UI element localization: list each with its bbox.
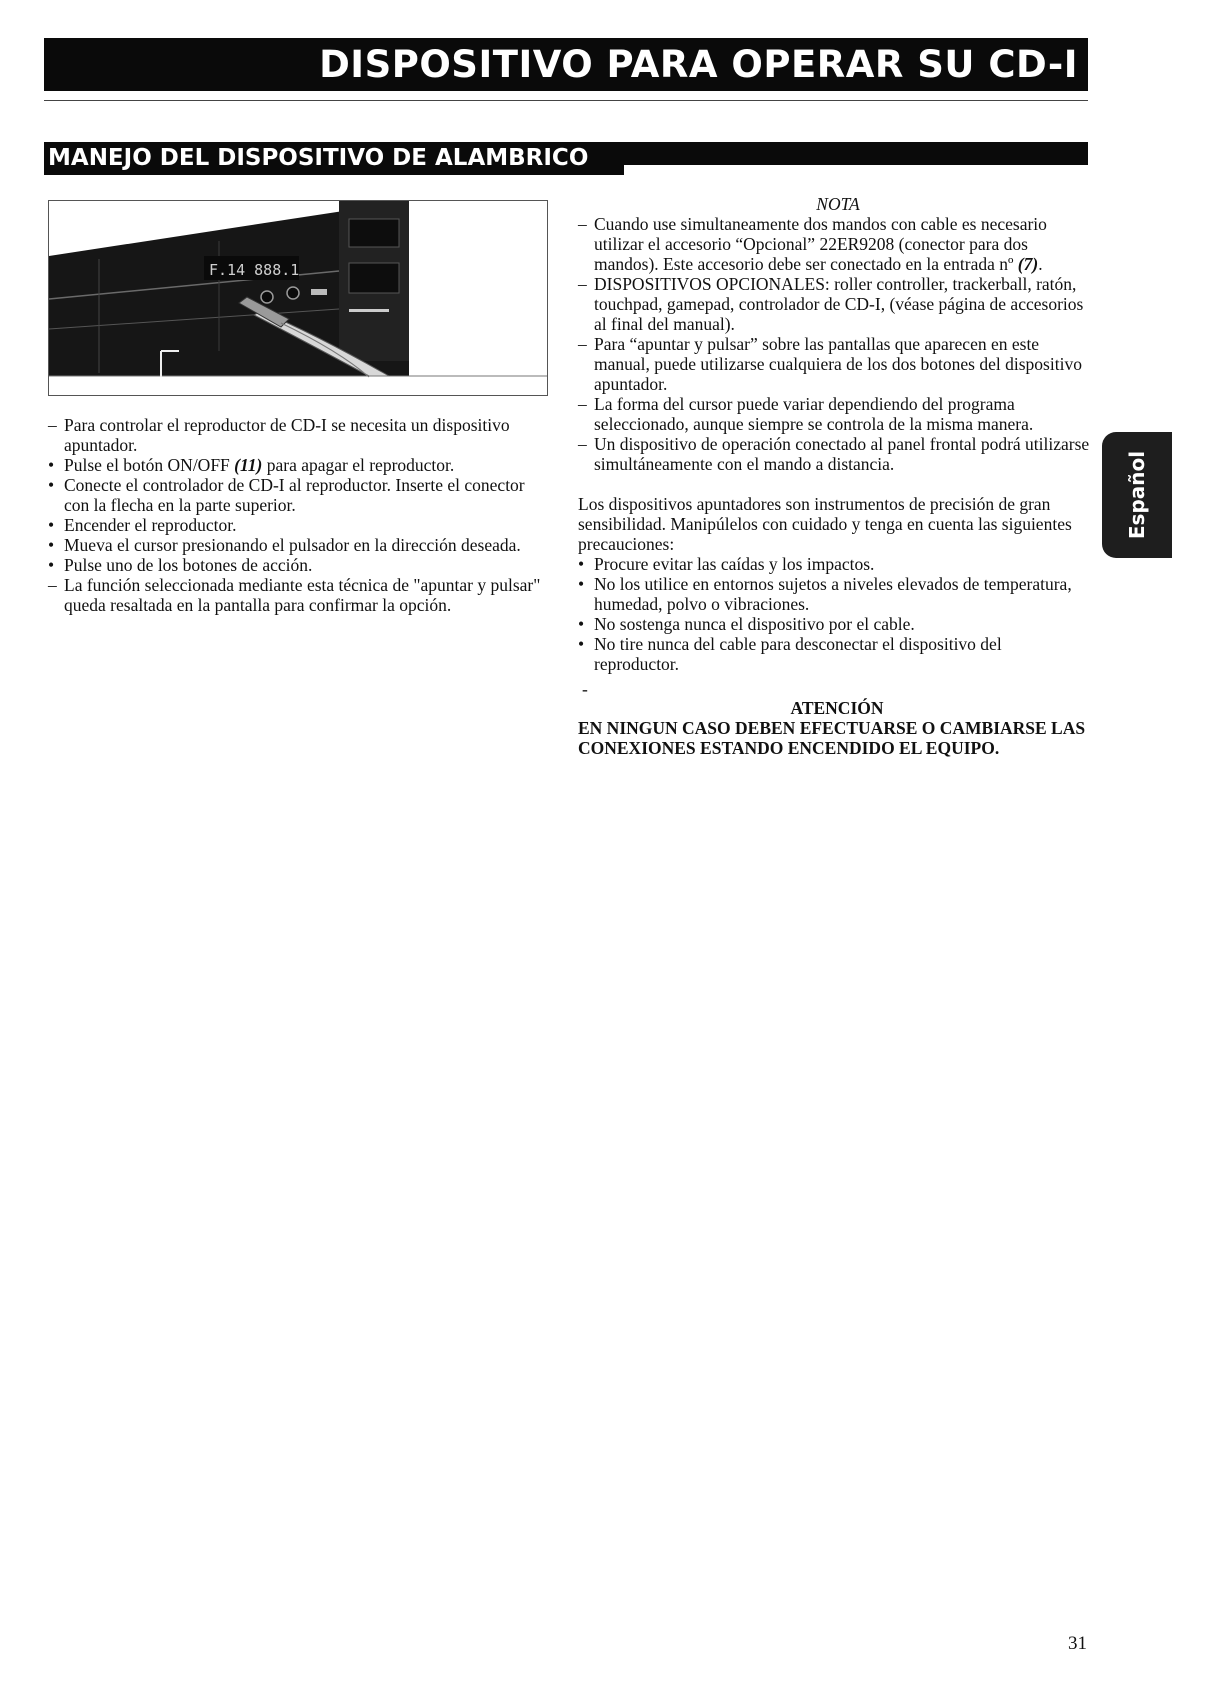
note-title: NOTA	[816, 194, 860, 214]
header-rule	[44, 100, 1088, 101]
instruction-list	[48, 415, 548, 615]
list-item: • No sostenga nunca el dispositivo por el cable.	[578, 614, 915, 634]
page-title: DISPOSITIVO PARA OPERAR SU CD-I	[44, 38, 1088, 91]
precautions-list	[578, 554, 1090, 674]
note-list	[578, 214, 1090, 474]
list-item: – Para “apuntar y pulsar” sobre las pantallas que aparecen en este manual, puede utilizarse cualquiera de los dos botones del dispositivo apuntador.	[578, 334, 1082, 394]
cdi-player-illustration	[49, 201, 548, 396]
list-item: – Cuando use simultaneamente dos mandos con cable es necesario utilizar el accesorio “Opcional” 22ER9208 (conector para dos mandos). Este accesorio debe ser conectado en la entrada nº (7).	[578, 214, 1047, 274]
list-item: • Procure evitar las caídas y los impactos.	[578, 554, 875, 574]
left-column	[48, 415, 548, 615]
list-item: – La forma del cursor puede variar dependiendo del programa seleccionado, aunque siempre se controla de la misma manera.	[578, 394, 1034, 434]
list-item: • Mueva el cursor presionando el pulsador en la dirección deseada.	[48, 535, 521, 555]
precautions-intro: Los dispositivos apuntadores son instrumentos de precisión de gran sensibilidad. Manipúlelos con cuidado y tenga en cuenta las siguientes precauciones:	[578, 494, 1072, 554]
section-heading-bar	[44, 142, 1088, 175]
right-column	[578, 194, 1090, 758]
list-item: – DISPOSITIVOS OPCIONALES: roller controller, trackerball, ratón, touchpad, gamepad, controlador de CD-I, (véase página de accesorios al final del manual).	[578, 274, 1084, 334]
list-item: • Pulse uno de los botones de acción.	[48, 555, 313, 575]
list-item: • Encender el reproductor.	[48, 515, 237, 535]
list-item: • Pulse el botón ON/OFF (11) para apagar el reproductor.	[48, 455, 455, 475]
svg-text:F.14 888.1: F.14 888.1	[209, 261, 300, 279]
list-item: • Conecte el controlador de CD-I al reproductor. Inserte el conector con la flecha en la parte superior.	[48, 475, 525, 515]
list-item: – Un dispositivo de operación conectado al panel frontal podrá utilizarse simultáneamente con el mando a distancia.	[578, 434, 1090, 474]
reference-number: (11)	[234, 455, 263, 475]
list-item: – La función seleccionada mediante esta técnica de "apuntar y pulsar" queda resaltada en la pantalla para confirmar la opción.	[48, 575, 541, 615]
warning-text: EN NINGUN CASO DEBEN EFECTUARSE O CAMBIARSE LAS CONEXIONES ESTANDO ENCENDIDO EL EQUIPO.	[578, 718, 1086, 758]
list-item: • No los utilice en entornos sujetos a niveles elevados de temperatura, humedad, polvo o vibraciones.	[578, 574, 1072, 614]
language-tab	[1102, 432, 1172, 558]
heading-notch	[624, 165, 1088, 175]
language-tab-label: Español	[1125, 450, 1149, 540]
warning-title: ATENCIÓN	[790, 698, 884, 718]
reference-number: (7)	[1017, 254, 1039, 274]
list-item: • No tire nunca del cable para desconectar el dispositivo del reproductor.	[578, 634, 1002, 674]
cdi-player-photo	[48, 200, 548, 396]
section-heading: MANEJO DEL DISPOSITIVO DE ALAMBRICO	[44, 142, 596, 175]
warning-mark: -	[582, 679, 588, 699]
list-item: – Para controlar el reproductor de CD-I se necesita un dispositivo apuntador.	[48, 415, 510, 455]
page-number: 31	[1068, 1633, 1087, 1654]
